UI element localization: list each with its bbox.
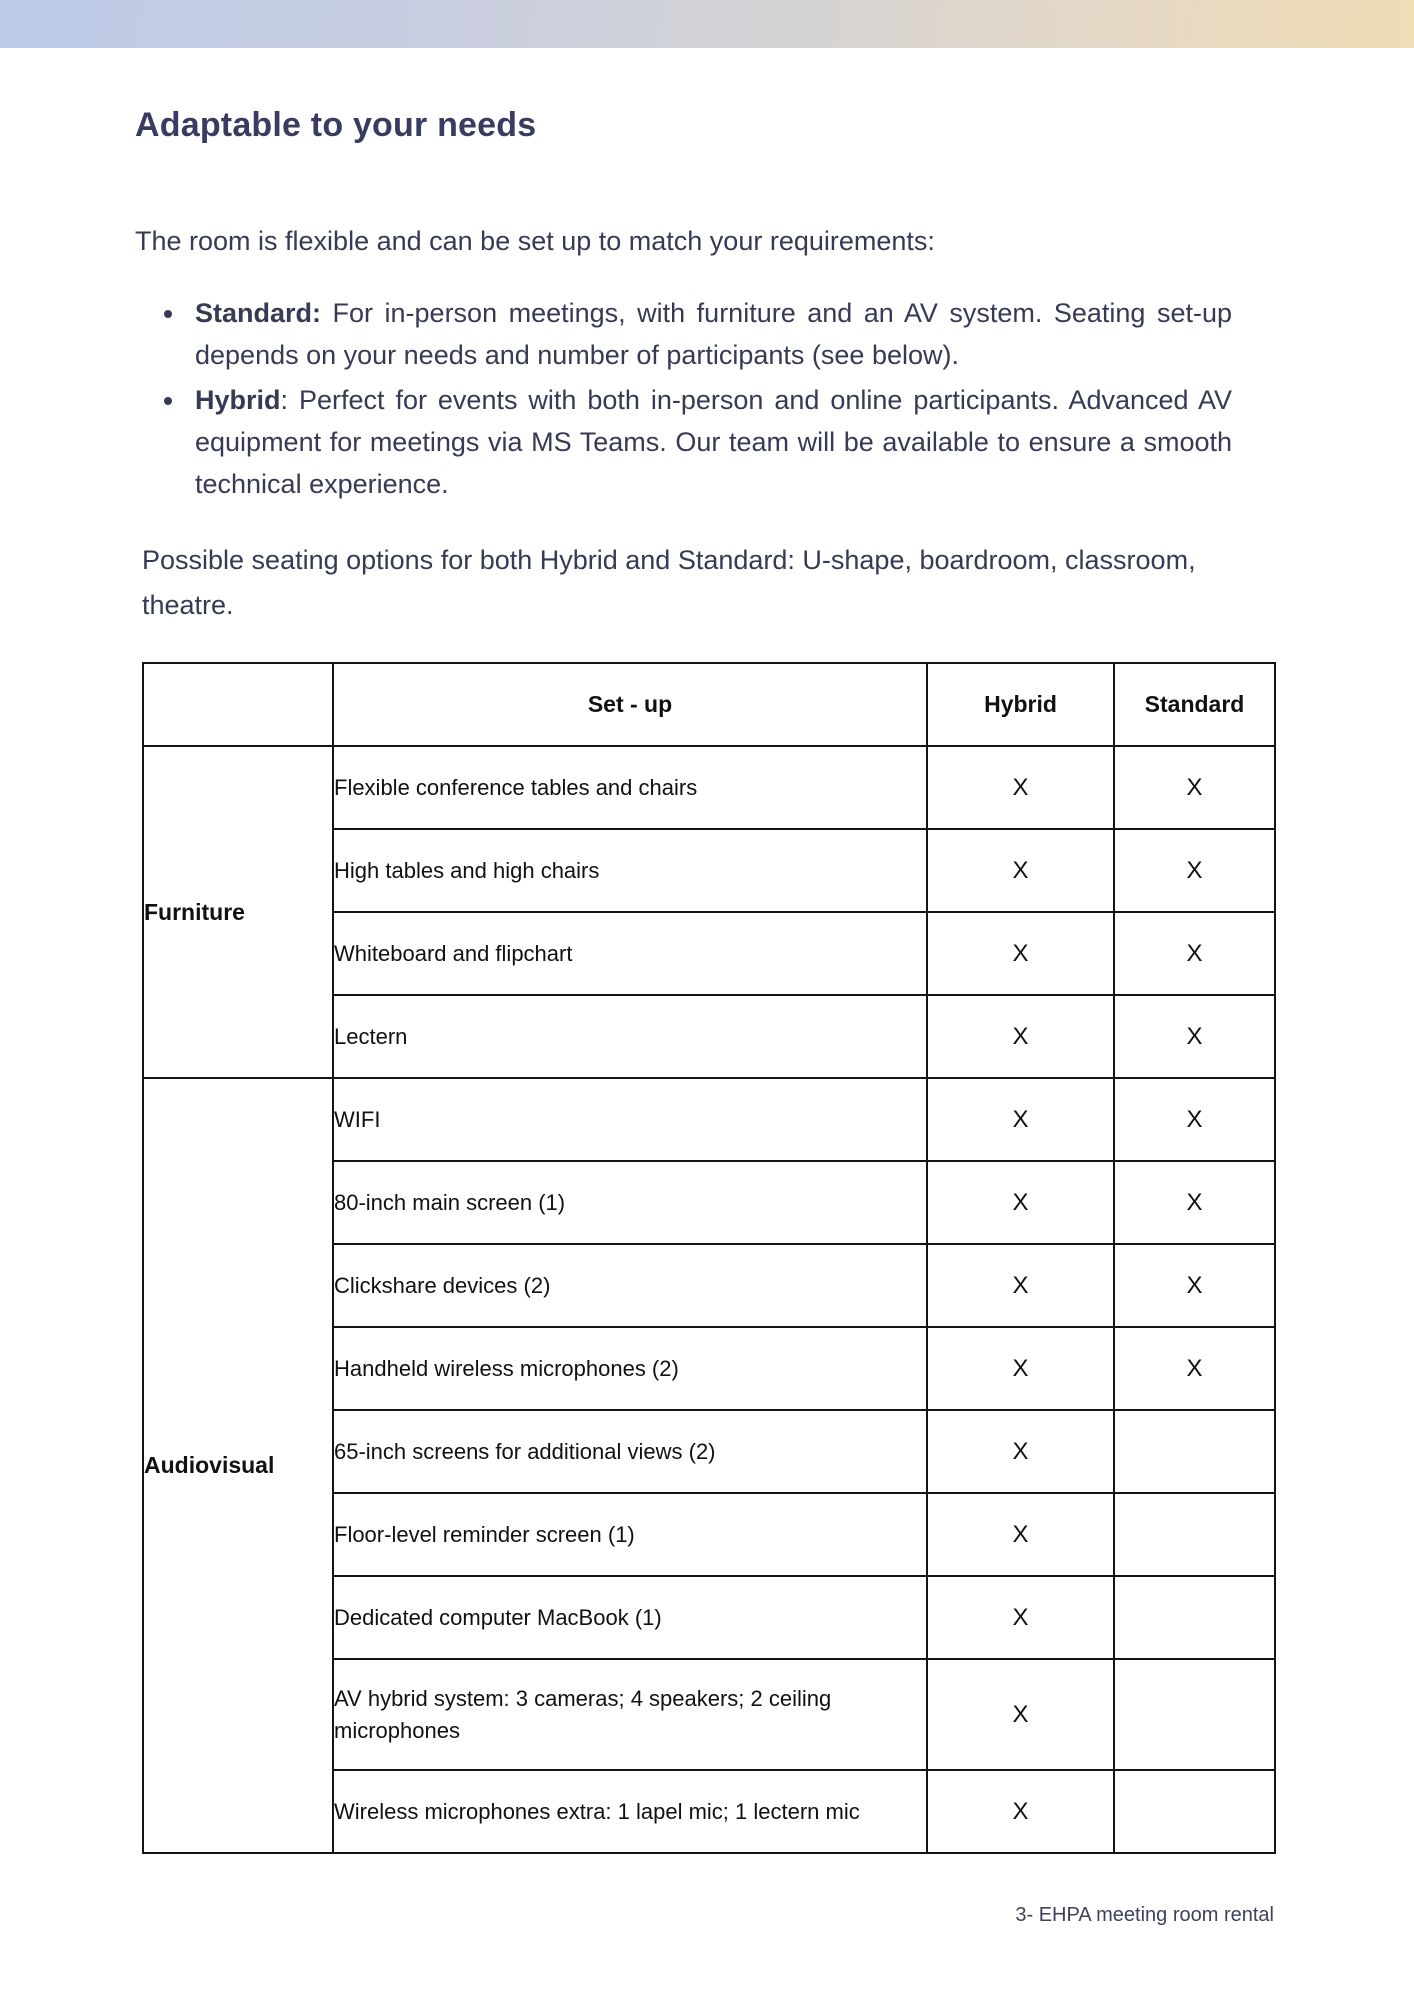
bullet-text: For in-person meetings, with furniture and an AV system. Seating set-up depends on your needs and number of participants (see below). (195, 298, 1232, 370)
table-row (143, 746, 1275, 829)
table-cell-hybrid: X (927, 1410, 1114, 1493)
page-footer: 3- EHPA meeting room rental (1015, 1904, 1274, 1926)
table-header-group (143, 663, 333, 746)
table-header-hybrid: Hybrid (927, 663, 1114, 746)
table-cell-hybrid: X (927, 1770, 1114, 1853)
setup-options-list (135, 292, 1232, 508)
table-cell-label: Handheld wireless microphones (2) (333, 1327, 927, 1410)
table-cell-hybrid: X (927, 1493, 1114, 1576)
table-cell-standard: X (1114, 829, 1275, 912)
seating-options-paragraph: Possible seating options for both Hybrid and Standard: U-shape, boardroom, classroom, theatre. (142, 545, 1196, 620)
table-cell-standard (1114, 1576, 1275, 1659)
table-cell-standard: X (1114, 1244, 1275, 1327)
table-cell-label: Lectern (333, 995, 927, 1078)
table-cell-label: Wireless microphones extra: 1 lapel mic; 1 lectern mic (333, 1770, 927, 1853)
table-cell-label: Dedicated computer MacBook (1) (333, 1576, 927, 1659)
bullet-text: : Perfect for events with both in-person and online participants. Advanced AV equipment for meetings via MS Teams. Our team will be available to ensure a smooth technical experience. (195, 385, 1232, 499)
table-cell-label: WIFI (333, 1078, 927, 1161)
header-gradient-band (0, 0, 1414, 48)
table-cell-hybrid: X (927, 1078, 1114, 1161)
table-header-standard: Standard (1114, 663, 1275, 746)
table-cell-standard (1114, 1410, 1275, 1493)
table-cell-standard (1114, 1770, 1275, 1853)
setup-comparison-table (142, 662, 1276, 1854)
page-title: Adaptable to your needs (135, 106, 537, 144)
table-cell-label: Flexible conference tables and chairs (333, 746, 927, 829)
table-cell-hybrid: X (927, 746, 1114, 829)
bullet-label: Hybrid (195, 385, 281, 415)
table-cell-standard: X (1114, 1078, 1275, 1161)
table-cell-label: 65-inch screens for additional views (2) (333, 1410, 927, 1493)
table-header-setup: Set - up (333, 663, 927, 746)
list-item-standard (187, 292, 1232, 376)
table-group-cell-audiovisual: Audiovisual (143, 1078, 333, 1853)
intro-paragraph: The room is flexible and can be set up to match your requirements: (135, 226, 935, 256)
table-cell-label: AV hybrid system: 3 cameras; 4 speakers; 2 ceiling microphones (333, 1659, 927, 1770)
table-cell-label: High tables and high chairs (333, 829, 927, 912)
table-cell-hybrid: X (927, 1244, 1114, 1327)
table-cell-standard: X (1114, 1161, 1275, 1244)
table-cell-standard: X (1114, 995, 1275, 1078)
table-cell-label: 80-inch main screen (1) (333, 1161, 927, 1244)
table-row (143, 1078, 1275, 1161)
list-item-hybrid (187, 379, 1232, 505)
table-cell-hybrid: X (927, 1161, 1114, 1244)
table-cell-standard: X (1114, 912, 1275, 995)
table-header-row (143, 663, 1275, 746)
table-cell-hybrid: X (927, 1576, 1114, 1659)
table-cell-hybrid: X (927, 995, 1114, 1078)
table-cell-standard (1114, 1659, 1275, 1770)
table-cell-standard (1114, 1493, 1275, 1576)
table-cell-standard: X (1114, 1327, 1275, 1410)
table-cell-hybrid: X (927, 1327, 1114, 1410)
table-cell-hybrid: X (927, 1659, 1114, 1770)
table-cell-hybrid: X (927, 912, 1114, 995)
bullet-label: Standard: (195, 298, 322, 328)
table-cell-label: Floor-level reminder screen (1) (333, 1493, 927, 1576)
table-cell-label: Whiteboard and flipchart (333, 912, 927, 995)
table-cell-standard: X (1114, 746, 1275, 829)
table-cell-hybrid: X (927, 829, 1114, 912)
table-group-cell-furniture: Furniture (143, 746, 333, 1078)
table-cell-label: Clickshare devices (2) (333, 1244, 927, 1327)
